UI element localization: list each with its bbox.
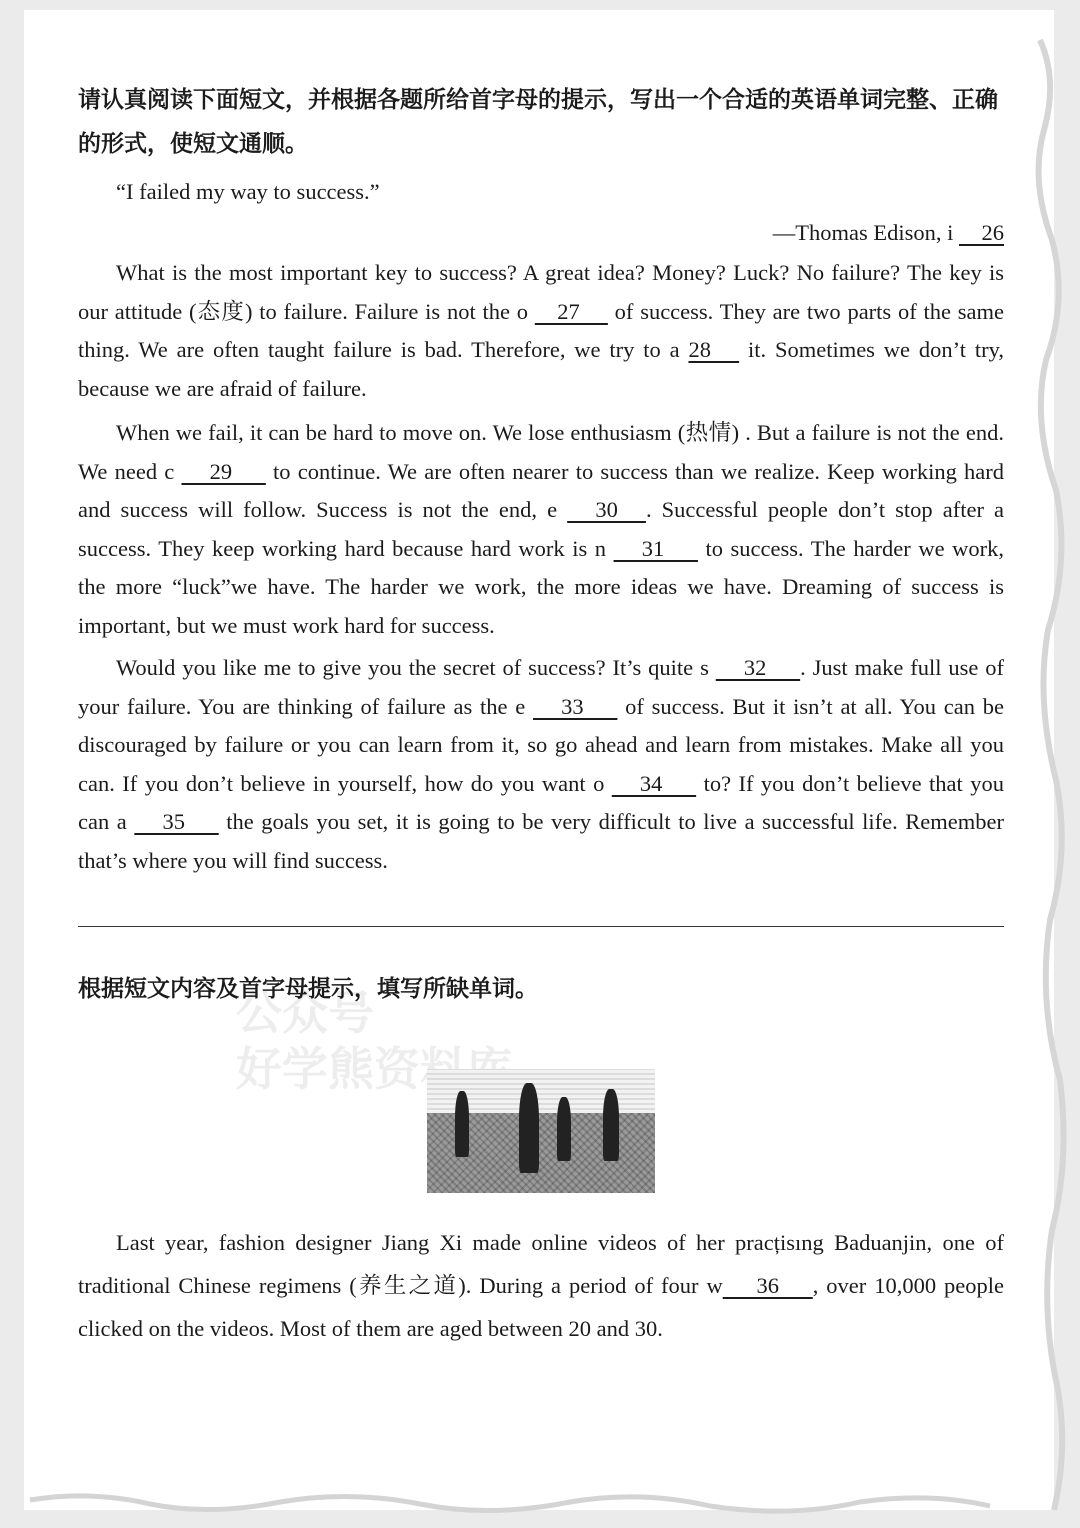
p1-text-a: What is the most important key to success? A great idea? Money? Luck? No failure? The key is our attitude (态度) to failure. Failure is not the o: [78, 260, 1004, 324]
person-figure: [557, 1097, 571, 1161]
blank-33: 33: [533, 693, 618, 719]
p2-text-a: When we fail, it can be hard to move on. We lose enthusiasm (热情) . But a failure is not the end. We need c: [78, 420, 1004, 484]
p3-text-b: . Just make full use of your failure. You are thinking of failure as the e: [78, 655, 1004, 719]
attribution-text: —Thomas Edison, i: [772, 220, 959, 245]
p2-text-b: to continue. We are often nearer to success than we realize. Keep working hard and success will follow. Success is not the end, e: [78, 458, 1004, 522]
baduanjin-photo: [427, 1069, 655, 1193]
p2-text-d: to success. The harder we work, the more “luck”we have. The harder we work, the more ideas we have. Dreaming of success is important, but we must work hard for success.: [78, 535, 1004, 638]
photo-container: [78, 1069, 1004, 1199]
section1-instruction: 请认真阅读下面短文，并根据各题所给首字母的提示，写出一个合适的英语单词完整、正确的形式，使短文通顺。: [78, 87, 998, 157]
p3-text-e: the goals you set, it is going to be very difficult to live a successful life. Remember that’s where you will find success.: [78, 809, 1005, 873]
edison-quote: “I failed my way to success.”: [116, 179, 380, 204]
blank-32: 32: [715, 655, 801, 680]
p3-text-a: Would you like me to give you the secret of success? It’s quite s: [116, 655, 716, 680]
s2-p1-text-a: Last year, fashion designer Jiang Xi made online videos of her pracțisıng Baduanjin, one of traditional Chinese regimens (养生之道). During a period of four w: [78, 1230, 1004, 1298]
blank-31: 31: [613, 535, 698, 561]
blank-28: 28: [688, 337, 740, 362]
section2-instruction: 根据短文内容及首字母提示，填写所缺单词。: [78, 976, 538, 1002]
blank-35: 35: [134, 809, 219, 834]
quote-attribution: [78, 212, 1004, 254]
s2-p1-text-b: , over 10,000 people clicked on the videos. Most of them are aged between 20 and 30.: [78, 1273, 1004, 1341]
paragraph-1: [78, 254, 1004, 408]
p1-text-b: of success. They are two parts of the same thing. We are often taught failure is bad. Therefore, we try to a: [78, 298, 1004, 362]
blank-36: 36: [722, 1273, 813, 1298]
person-figure: [519, 1083, 539, 1173]
p3-text-c: of success. But it isn’t at all. You can be discouraged by failure or you can learn from it, so go ahead and learn from mistakes. Make all you can. If you don’t believe in yourself, how do you want o: [78, 693, 1004, 796]
p1-text-c: it. Sometimes we don’t try, because we are afraid of failure.: [78, 337, 1005, 401]
blank-26: 26: [959, 220, 1004, 245]
paragraph-3: [78, 649, 1004, 880]
section2-paragraph-1: [78, 1221, 1004, 1350]
p3-text-d: to? If you don’t believe that you can a: [78, 770, 1004, 834]
document-content: [78, 78, 1004, 1350]
blank-27: 27: [534, 298, 608, 324]
section-divider: [78, 926, 1004, 927]
person-figure: [455, 1091, 469, 1157]
blank-29: 29: [181, 458, 266, 484]
p2-text-c: . Successful people don’t stop after a success. They keep working hard because hard work is n: [78, 497, 1004, 561]
blank-34: 34: [611, 770, 697, 796]
person-figure: [603, 1089, 619, 1161]
blank-30: 30: [567, 497, 646, 522]
paragraph-2: [78, 414, 1004, 645]
